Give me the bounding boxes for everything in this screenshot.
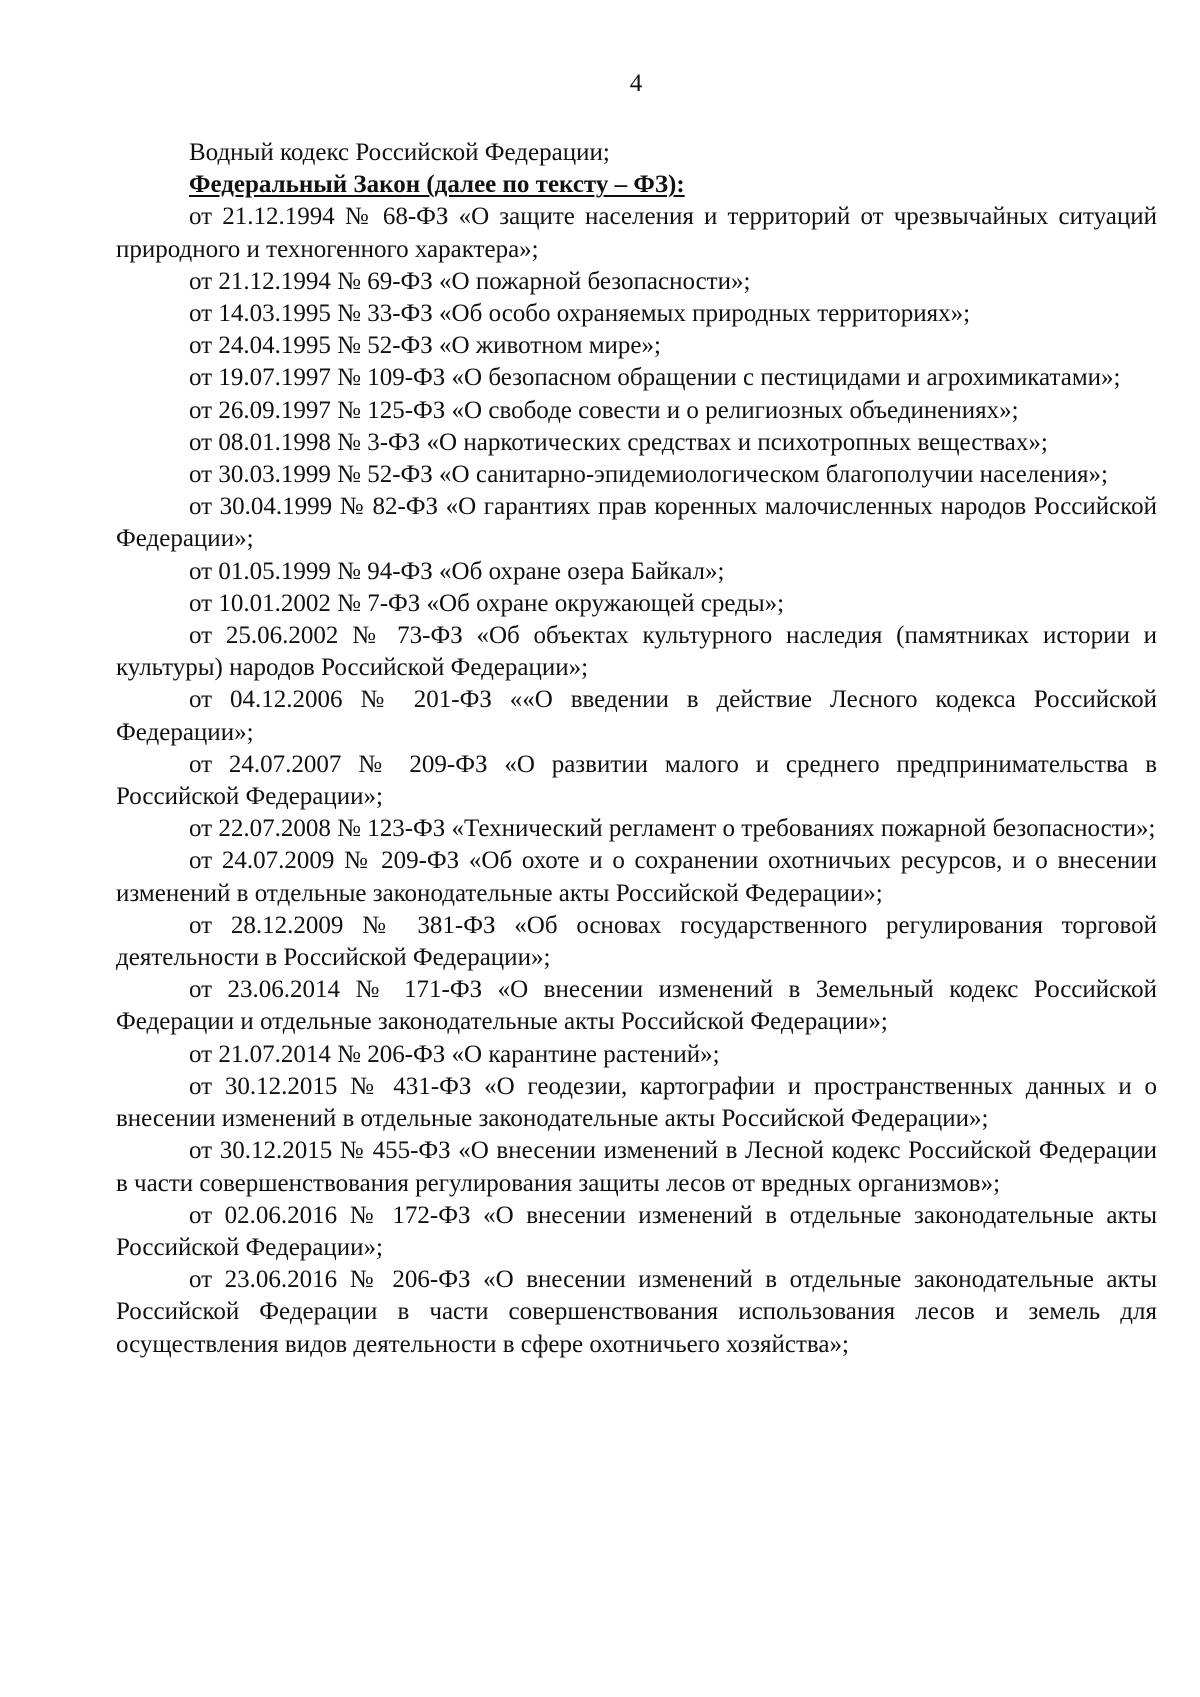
law-item: от 24.07.2009 № 209-ФЗ «Об охоте и о сохранении охотничьих ресурсов, и о внесении изменений в отдельные законодательные акты Российской Федерации»;: [116, 847, 1157, 907]
law-item: от 30.03.1999 № 52-ФЗ «О санитарно-эпидемиологическом благополучии населения»;: [189, 461, 1108, 489]
page-number: 4: [629, 70, 643, 97]
federal-law-heading: Федеральный Закон (далее по тексту – ФЗ):: [189, 171, 685, 199]
document-paragraph-water-code: Водный кодекс Российской Федерации;: [189, 139, 610, 166]
law-item: от 08.01.1998 № 3-ФЗ «О наркотических средствах и психотропных веществах»;: [189, 428, 1048, 456]
law-item: от 21.12.1994 № 68-ФЗ «О защите населения и территорий от чрезвычайных ситуаций природного и техногенного характера»;: [116, 203, 1157, 263]
law-item: от 23.06.2014 № 171-ФЗ «О внесении изменений в Земельный кодекс Российской Федерации и отдельные законодательные акты Российской Федерации»;: [116, 976, 1157, 1036]
law-item: от 24.07.2007 № 209-ФЗ «О развитии малого и среднего предпринимательства в Российской Федерации»;: [116, 750, 1157, 811]
law-item: от 26.09.1997 № 125-ФЗ «О свободе совести и о религиозных объединениях»;: [189, 396, 1019, 424]
law-item: от 23.06.2016 № 206-ФЗ «О внесении изменений в отдельные законодательные акты Российской Федерации в части совершенствования использования лесов и земель для осуществления видов деятельности в сфере охотничьего хозяйства»;: [116, 1266, 1157, 1358]
law-item: от 01.05.1999 № 94-ФЗ «Об охране озера Байкал»;: [189, 557, 725, 585]
law-item: от 10.01.2002 № 7-ФЗ «Об охране окружающей среды»;: [189, 589, 785, 617]
law-item: от 04.12.2006 № 201-ФЗ ««О введении в действие Лесного кодекса Российской Федерации»;: [116, 686, 1157, 746]
law-item: от 25.06.2002 № 73-ФЗ «Об объектах культурного наследия (памятниках истории и культуры) народов Российской Федерации»;: [116, 622, 1157, 682]
law-item: от 30.12.2015 № 455-ФЗ «О внесении изменений в Лесной кодекс Российской Федерации в части совершенствования регулирования защиты лесов от вредных организмов»;: [116, 1137, 1157, 1197]
document-body: [116, 137, 1157, 1361]
law-item: от 22.07.2008 № 123-ФЗ «Технический регламент о требованиях пожарной безопасности»;: [189, 815, 1156, 843]
law-item: от 19.07.1997 № 109-ФЗ «О безопасном обращении с пестицидами и агрохимикатами»;: [189, 364, 1121, 392]
law-item: от 14.03.1995 № 33-ФЗ «Об особо охраняемых природных территориях»;: [189, 300, 971, 328]
law-item: от 02.06.2016 № 172-ФЗ «О внесении изменений в отдельные законодательные акты Российской Федерации»;: [116, 1201, 1157, 1261]
law-item: от 21.12.1994 № 69-ФЗ «О пожарной безопасности»;: [189, 267, 751, 295]
law-item: от 30.12.2015 № 431-ФЗ «О геодезии, картографии и пространственных данных и о внесении изменений в отдельные законодательные акты Российской Федерации»;: [116, 1072, 1157, 1133]
law-item: от 28.12.2009 № 381-ФЗ «Об основах государственного регулирования торговой деятельности в Российской Федерации»;: [116, 911, 1157, 972]
law-item: от 21.07.2014 № 206-ФЗ «О карантине растений»;: [189, 1040, 720, 1068]
law-item: от 24.04.1995 № 52-ФЗ «О животном мире»;: [189, 332, 661, 360]
law-item: от 30.04.1999 № 82-ФЗ «О гарантиях прав коренных малочисленных народов Российской Федерации»;: [116, 493, 1157, 553]
